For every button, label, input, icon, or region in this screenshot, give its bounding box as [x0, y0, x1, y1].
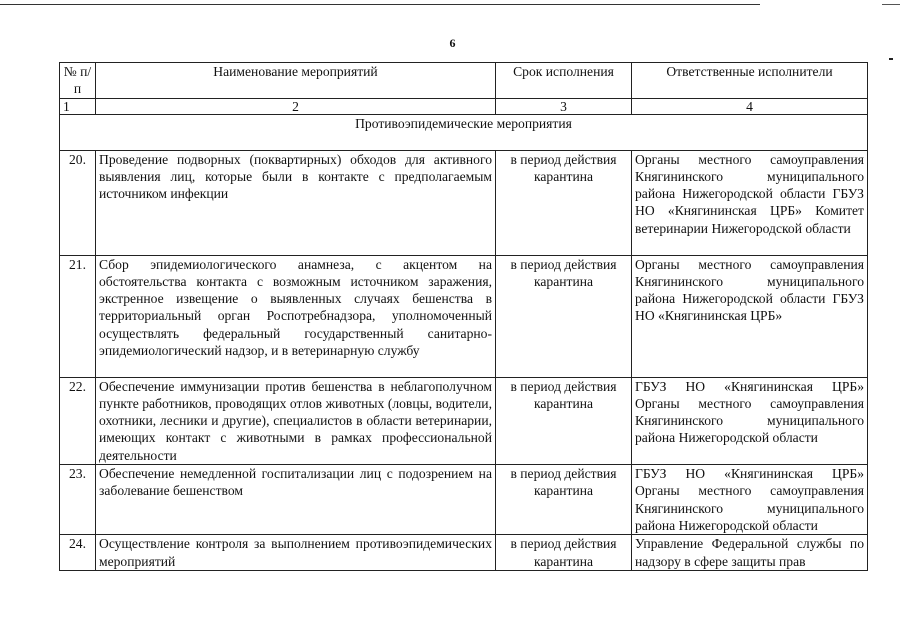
row-term: в период действия карантина [496, 465, 632, 535]
row-activity: Сбор эпидемиологического анамнеза, с акцентом на обстоятельства контакта с возможным источником заражения, экстренное извещение о выявленных случаях бешенства в территориальный орган Роспотребнадзора, уполномоченный осуществлять федеральный государственный санитарно-эпидемиологический надзор, и в ветеринарную службу [96, 255, 496, 377]
page-number: 6 [449, 36, 456, 50]
section-title: Противоэпидемические мероприятия [60, 114, 868, 150]
row-term: в период действия карантина [496, 377, 632, 464]
row-term: в период действия карантина [496, 255, 632, 377]
table-row [60, 377, 868, 464]
row-responsible: Управление Федеральной службы по надзору в сфере защиты прав [632, 535, 868, 571]
row-responsible: Органы местного самоуправления Княгининского муниципального района Нижегородской области ГБУЗ НО «Княгининская ЦРБ» Комитет ветеринарии Нижегородской области [632, 150, 868, 255]
row-activity: Проведение подворных (поквартирных) обходов для активного выявления лиц, которые были в контакте с предполагаемым источником инфекции [96, 150, 496, 255]
column-number: 2 [96, 98, 496, 114]
column-number: 3 [496, 98, 632, 114]
scan-edge-mark [889, 58, 893, 60]
row-activity: Обеспечение немедленной госпитализации лиц с подозрением на заболевание бешенством [96, 465, 496, 535]
row-activity: Обеспечение иммунизации против бешенства в неблагополучном пункте работников, проводящих отлов животных (ловцы, водители, охотники, лесники и другие), специалистов в области ветеринарии, имеющих контакт с животными в рамках профессиональной деятельности [96, 377, 496, 464]
column-number: 4 [632, 98, 868, 114]
table-row [60, 255, 868, 377]
measures-table [59, 62, 868, 571]
row-number: 24. [60, 535, 96, 571]
row-responsible: ГБУЗ НО «Княгининская ЦРБ» Органы местного самоуправления Княгининского муниципального района Нижегородской области [632, 377, 868, 464]
header-activity: Наименование мероприятий [96, 63, 496, 99]
column-number: 1 [60, 98, 96, 114]
row-responsible: Органы местного самоуправления Княгининского муниципального района Нижегородской области ГБУЗ НО «Княгининская ЦРБ» [632, 255, 868, 377]
row-activity: Осуществление контроля за выполнением противоэпидемических мероприятий [96, 535, 496, 571]
table-row [60, 535, 868, 571]
header-number: № п/п [60, 63, 96, 99]
table-row [60, 150, 868, 255]
row-number: 22. [60, 377, 96, 464]
row-number: 21. [60, 255, 96, 377]
scan-border-line [0, 4, 760, 5]
header-responsible: Ответственные исполнители [632, 63, 868, 99]
row-term: в период действия карантина [496, 535, 632, 571]
header-row [60, 63, 868, 99]
row-responsible: ГБУЗ НО «Княгининская ЦРБ» Органы местного самоуправления Княгининского муниципального района Нижегородской области [632, 465, 868, 535]
row-number: 23. [60, 465, 96, 535]
scan-edge-dash [882, 4, 900, 5]
header-term: Срок исполнения [496, 63, 632, 99]
section-row [60, 114, 868, 150]
column-number-row [60, 98, 868, 114]
table-row [60, 465, 868, 535]
row-term: в период действия карантина [496, 150, 632, 255]
row-number: 20. [60, 150, 96, 255]
